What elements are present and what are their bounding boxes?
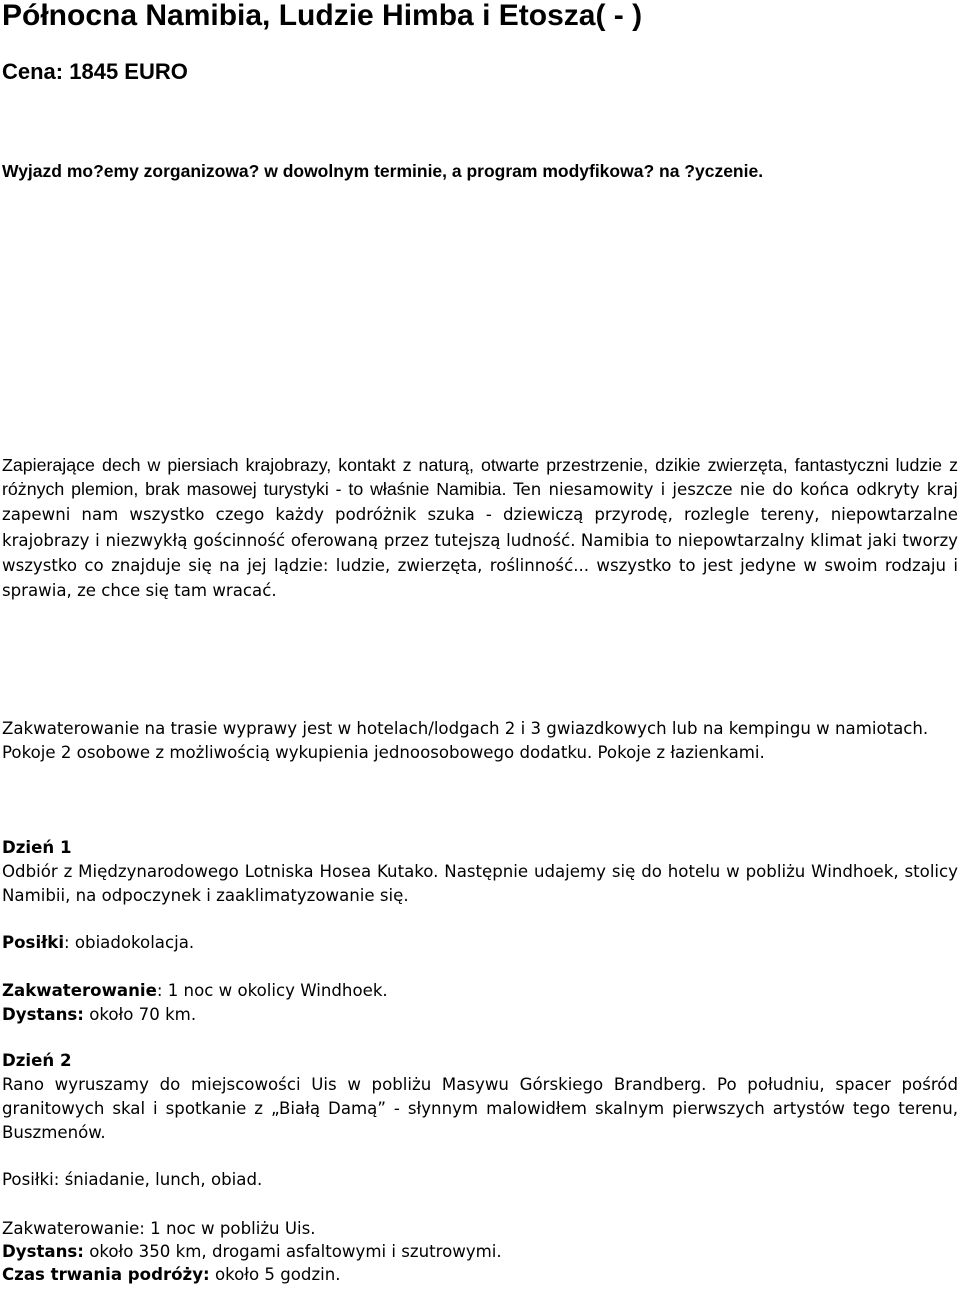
day-2-distance-label: Dystans: <box>2 1242 84 1261</box>
day-2-distance-value: około 350 km, drogami asfaltowymi i szutrowymi. <box>83 1242 502 1261</box>
day-2-duration-value: około 5 godzin. <box>209 1265 341 1284</box>
day-2-meals: Posiłki: śniadanie, lunch, obiad. <box>2 1170 263 1189</box>
accommodation-line-1: Zakwaterowanie na trasie wyprawy jest w hotelach/lodgach 2 i 3 gwiazdkowych lub na kempingu w namiotach. <box>2 719 929 738</box>
day-2-description: Rano wyruszamy do miejscowości Uis w pobliżu Masywu Górskiego Brandberg. Po południu, spacer pośród granitowych skal i spotkanie z „Białą Damą” - słynnym malowidłem skalnym pierwszych artystów tego terenu, Buszmenów. <box>2 1075 958 1143</box>
page-title: Północna Namibia, Ludzie Himba i Etosza( - ) <box>2 0 643 32</box>
price-heading: Cena: 1845 EURO <box>2 59 188 84</box>
day-1-distance-value: około 70 km. <box>83 1005 197 1024</box>
day-1-meals-label: Posiłki <box>2 933 65 952</box>
day-1-accommodation-label: Zakwaterowanie <box>2 981 157 1000</box>
intro-text-end: Namibia to niepowtarzalny klimat jaki tworzy wszystko co znajduje się na jej lądzie: ludzie, zwierzęta, roślinność... wszystko to jest jedyne w swoim rodzaju i sprawia, ze chce się tam wracać. <box>2 530 958 601</box>
day-1-accommodation <box>2 979 958 1003</box>
day-1-heading: Dzień 1 <box>2 838 72 857</box>
day-2-duration-label: Czas trwania podróży: <box>2 1265 210 1284</box>
intro-text-lead: Zapierające dech w piersiach krajobrazy, kontakt z naturą, otwarte przestrzenie, dzikie zwierzęta, fantastyczni ludzie z różnych plemion, brak masowej turystyki - to właśnie Namibia. <box>2 455 958 500</box>
scheduling-notice: Wyjazd mo?emy zorganizowa? w dowolnym terminie, a program modyfikowa? na ?yczenie. <box>2 161 764 181</box>
day-1-meals-value: : obiadokolacja. <box>64 933 195 952</box>
accommodation-line-2: Pokoje 2 osobowe z możliwością wykupienia jednoosobowego dodatku. Pokoje z łazienkami. <box>2 743 765 763</box>
intro-paragraph <box>2 453 958 603</box>
day-2-duration <box>2 1263 958 1287</box>
day-2-accommodation: Zakwaterowanie: 1 noc w pobliżu Uis. <box>2 1219 316 1238</box>
day-1-meals <box>2 931 958 955</box>
day-1-distance <box>2 1003 958 1027</box>
day-1-description: Odbiór z Międzynarodowego Lotniska Hosea Kutako. Następnie udajemy się do hotelu w pobliżu Windhoek, stolicy Namibii, na odpoczynek i zaaklimatyzowanie się. <box>2 862 958 906</box>
accommodation-paragraph <box>2 717 958 765</box>
day-2-heading: Dzień 2 <box>2 1051 72 1070</box>
day-1-distance-label: Dystans: <box>2 1005 84 1024</box>
day-1-accommodation-value: : 1 noc w okolicy Windhoek. <box>156 981 388 1000</box>
intro-text-middle: Ten niesamowity i jeszcze nie do końca odkryty kraj zapewni nam wszystko czego każdy podróżnik szuka - dziewiczą przyrodę, rozlegle tereny, niepowtarzalne krajobrazy i niezwykłą gościnność oferowaną przez tutejszą ludność. <box>2 480 958 550</box>
day-2-distance <box>2 1240 958 1264</box>
